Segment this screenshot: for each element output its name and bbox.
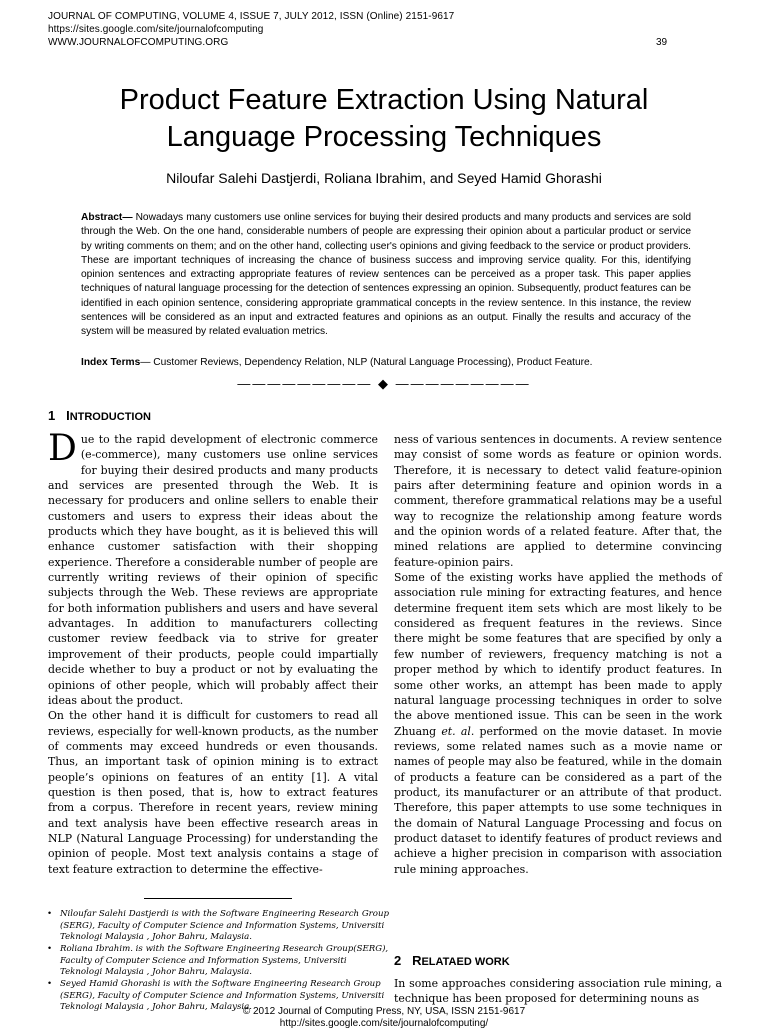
footnote-1 xyxy=(48,909,390,944)
page-footer: © 2012 Journal of Computing Press, NY, USA, ISSN 2151-9617 xyxy=(242,1006,526,1017)
right-paragraph-2 xyxy=(394,570,722,877)
bullet-icon: • xyxy=(47,979,53,989)
page-number: 39 xyxy=(656,37,668,48)
abstract-text: Nowadays many customers use online services for buying their desired products and many products and services are sold through the Web. On the one hand, considerable numbers of people are expressing their opinion about a particular product or service by writing comments on them; and on the other hand, collecting user's opinions and giving feedback to the service or product providers. These are important techniques of increasing the chance of business success and improving service quality. For this, identifying opinion sentences and extracting appropriate features of review sentences can be perceived as a proper task. This paper applies techniques of natural language processing for the detection of sentences expressing an opinion. Subsequently, product features can be identified in each opinion sentence, considering appropriate grammatical concepts in the review sentence. In this instance, the review sentences will be considered as an input and extracted features and opinions as an output. Finally the results and accuracy of the system will be measured by related evaluation metrics. xyxy=(81,212,691,338)
section-number: 2 xyxy=(394,953,402,968)
index-terms xyxy=(81,356,691,370)
section-number: 1 xyxy=(48,408,56,423)
page-footer-url: http://sites.google.com/site/journalofcomputing/ xyxy=(279,1018,489,1029)
right-paragraph-2-part-b: performed on the movie dataset. In movie reviews, some related names such as a movie name or names of people may also be featured, while in the domain of products a feature can be considered as a part of the product, its manufacturer or an attribute of that product. Therefore, this paper attempts to use some techniques in the domain of Natural Language Processing and focus on product dataset to identify features of product reviews and achieve a higher precision in comparison with association rule mining approaches. xyxy=(394,724,723,876)
abstract-label: Abstract— xyxy=(81,212,133,223)
section-initial: I xyxy=(66,408,70,423)
drop-cap: D xyxy=(48,428,77,469)
et-al: et. al. xyxy=(441,724,475,738)
section-heading-introduction xyxy=(48,408,151,423)
abstract xyxy=(81,211,691,340)
footnote-2 xyxy=(48,944,390,979)
section-heading-related-work xyxy=(394,953,510,968)
intro-paragraph-2: On the other hand it is difficult for customers to read all reviews, especially for well-known products, as the number of comments may exceed hundreds or even thousands. Thus, an important task of opinion mining is to extract people’s opinions on features of an entity [1]. A vital question is then posed, that is, how to extract features from a corpus. Therefore in recent years, review mining and text analysis have been effective research areas in NLP (Natural Language Processing) for understanding the opinion of people. Most text analysis contains a stage of text feature extraction to determine the effective- xyxy=(48,709,378,876)
index-terms-label: Index Terms xyxy=(81,357,141,368)
left-column xyxy=(48,428,378,877)
bullet-icon: • xyxy=(47,909,53,919)
footnote-3-text: Seyed Hamid Ghorashi is with the Software Engineering Research Group (SERG), Faculty of Computer Science and Information Systems, Universiti Teknologi Malaysia , Johor Bahru, Malaysia. xyxy=(60,979,385,1012)
section-initial: R xyxy=(412,953,422,968)
intro-paragraph-1-text: ue to the rapid development of electronic commerce (e-commerce), many customers use online services for buying their desired products and many products and services are presented through the Web. It is necessary for producers and online sellers to enable their customers and users to express their ideas about the products which they have bought, as it is believed this will enhance customer satisfaction with their shopping experience. Therefore a considerable number of people are currently writing reviews of their opinion of specific subjects through the Web. These reviews are appropriate for both information publishers and users and have several advantages. In addition to manufacturers collecting customer review feedback via to strive for greater improvement of their products, people could impartially decide whether to buy a product or not by evaluating the opinions of other people, which will probably affect their ideas about the product. xyxy=(48,433,378,707)
related-work-paragraph: In some approaches considering association rule mining, a technique has been proposed for determining nouns as xyxy=(394,977,722,1006)
section-rest: NTRODUCTION xyxy=(69,411,151,423)
right-paragraph-2-part-a: Some of the existing works have applied the methods of association rule mining for extracting features, and hence determine frequent item sets which are most likely to be considered as frequent features in the reviews. Since there might be some features that are specified by only a few number of reviewers, frequency matching is not a proper method by which to identify product features. In some other works, an attempt has been made to apply natural language processing techniques in order to solve the above mentioned issue. This can be seen in the work Zhuang xyxy=(394,571,722,738)
footnote-2-text: Roliana Ibrahim. is with the Software Engineering Research Group(SERG), Faculty of Computer Science and Information Systems, Universiti Teknologi Malaysia , Johor Bahru, Malaysia. xyxy=(60,944,389,977)
journal-header-site: WWW.JOURNALOFCOMPUTING.ORG xyxy=(48,37,229,48)
journal-header-url: https://sites.google.com/site/journalofcomputing xyxy=(48,24,264,35)
authors: Niloufar Salehi Dastjerdi, Roliana Ibrahim, and Seyed Hamid Ghorashi xyxy=(166,170,602,186)
right-column xyxy=(394,432,722,877)
section-rest: ELATAED WORK xyxy=(421,956,510,968)
journal-header-line1: JOURNAL OF COMPUTING, VOLUME 4, ISSUE 7, JULY 2012, ISSN (Online) 2151-9617 xyxy=(48,11,455,22)
index-terms-text: — Customer Reviews, Dependency Relation, NLP (Natural Language Processing), Product Feature. xyxy=(140,357,593,368)
paper-title xyxy=(40,82,728,156)
bullet-icon: • xyxy=(47,944,53,954)
intro-paragraph-1 xyxy=(48,428,378,708)
paper-title-line1: Product Feature Extraction Using Natural xyxy=(119,84,649,116)
footnote-rule xyxy=(144,898,292,899)
footnote-1-text: Niloufar Salehi Dastjerdi is with the Software Engineering Research Group (SERG), Faculty of Computer Science and Information Systems, Universiti Teknologi Malaysia , Johor Bahru, Malaysia. xyxy=(60,909,390,942)
paper-title-line2: Language Processing Techniques xyxy=(166,121,602,153)
right-paragraph-1: ness of various sentences in documents. A review sentence may consist of some words as feature or opinion words. Therefore, it is necessary to detect valid feature-opinion pairs after determining feature and opinion words in a comment, therefore grammatical relations may be a useful way to recognize the relationship among feature words and the opinion words of a related feature. After that, the mined relations are applied to determine convincing feature-opinion pairs. xyxy=(394,433,722,569)
section-separator: ————————— ◆ ————————— xyxy=(237,376,531,391)
